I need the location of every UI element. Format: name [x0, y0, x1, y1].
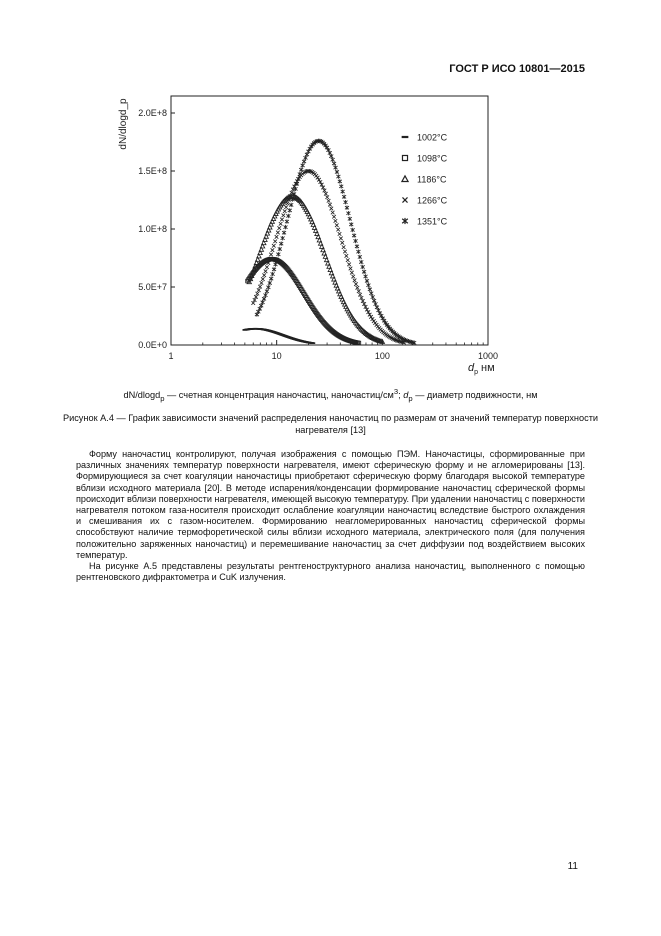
document-header: ГОСТ Р ИСО 10801—2015 — [449, 63, 585, 75]
legend-note-a-sup: 3 — [393, 387, 399, 396]
data-point — [331, 211, 335, 215]
page-number: 11 — [567, 861, 578, 872]
data-point — [279, 222, 283, 226]
data-point — [262, 273, 266, 277]
legend-label: 1266°C — [417, 195, 448, 206]
data-point — [342, 245, 346, 249]
y-tick-label: 5.0E+7 — [138, 282, 167, 292]
data-point — [286, 214, 290, 218]
data-point — [342, 195, 346, 199]
legend-note-a-sub: p — [160, 393, 165, 403]
data-point — [334, 219, 338, 223]
data-point — [332, 161, 336, 165]
data-point — [338, 232, 342, 236]
data-point — [338, 179, 342, 183]
data-point — [273, 262, 277, 266]
data-point — [271, 248, 275, 252]
data-point — [358, 293, 362, 297]
data-point — [282, 230, 286, 234]
data-point — [256, 292, 260, 296]
legend-note-a-main: dN/dlogd — [123, 390, 161, 401]
data-point — [335, 223, 339, 227]
legend-note-b-text: — диаметр подвижности, нм — [412, 390, 538, 401]
data-point — [285, 219, 289, 223]
figure-legend-note — [40, 387, 621, 403]
data-point — [301, 163, 305, 167]
data-point — [280, 218, 284, 222]
data-point — [266, 285, 270, 289]
data-point — [286, 202, 290, 206]
data-point — [298, 172, 302, 176]
data-point — [272, 267, 276, 271]
y-tick-label: 0.0E+0 — [138, 340, 167, 350]
data-point — [350, 271, 354, 275]
legend-note-sep: ; — [398, 390, 404, 401]
series-0 — [242, 329, 315, 343]
data-point — [296, 177, 300, 181]
data-point — [278, 247, 282, 251]
data-point — [336, 228, 340, 232]
data-point — [357, 289, 361, 293]
data-point — [281, 236, 285, 240]
data-point — [351, 275, 355, 279]
x-tick-label: 10 — [271, 351, 282, 361]
data-point — [279, 241, 283, 245]
data-point — [348, 217, 352, 221]
data-point — [270, 219, 274, 223]
data-point — [265, 265, 269, 269]
paragraph: Форму наночастиц контролируют, получая изображения с помощью ПЭМ. Наночастицы, сформированные при различных значениях температур поверхности нагревателя, имеют сферическую форму и не агломерированы [13]. Формирующиеся за счет коагуляции наночастицы приобретают сферическую форму благодаря высокой температуре вблизи исходного материала [20]. В методе испарения/конденсации формирование наночастиц сферической формы происходит вблизи поверхности нагревателя, имеющей высокую температуру. При удалении наночастиц с поверхности нагревателя потоком газа-носителя происходит ослабление коагуляции наночастиц вследствие быстрого охлаждения и смешивания их с газом-носителем. Формированию неагломерированных наночастиц сферической формы способствуют наличие термофоретической силы вблизи исходного материала, электрического поля (для получения положительно заряженных наночастиц) и перемешивание наночастиц за счет диффузии под воздействием высоких температур. — [76, 449, 585, 560]
y-axis-label — [118, 98, 129, 150]
paragraph: На рисунке А.5 представлены результаты рентгеноструктурного анализа наночастиц, выполненного с помощью рентгеновского дифрактометра и CuK излучения. — [76, 561, 585, 583]
data-point — [349, 267, 353, 271]
data-point — [366, 283, 370, 287]
series-4 — [255, 139, 416, 345]
data-point — [330, 207, 334, 211]
data-point — [325, 195, 329, 199]
data-point — [336, 174, 340, 178]
data-point — [260, 281, 264, 285]
x-axis-label-sub: p — [474, 369, 479, 376]
data-point — [284, 205, 288, 209]
data-point — [335, 170, 339, 174]
data-point — [268, 281, 272, 285]
legend-marker-1 — [402, 155, 407, 160]
data-point — [361, 265, 365, 269]
data-point — [341, 189, 345, 193]
data-point — [268, 225, 272, 229]
data-point — [339, 184, 343, 188]
data-point — [346, 211, 350, 215]
data-point — [369, 291, 373, 295]
data-point — [346, 258, 350, 262]
legend-label: 1002°C — [417, 132, 448, 143]
legend-label: 1351°C — [417, 216, 448, 227]
data-point — [271, 272, 275, 276]
data-point — [334, 165, 338, 169]
x-axis-ticks — [168, 340, 498, 361]
data-point — [343, 250, 347, 254]
data-point — [264, 269, 268, 273]
y-tick-label: 1.0E+8 — [138, 224, 167, 234]
data-point — [359, 260, 363, 264]
data-point — [282, 214, 286, 218]
legend-note-a-text: — счетная концентрация наночастиц, наночастиц/см — [164, 390, 394, 401]
data-point — [356, 250, 360, 254]
data-point — [356, 286, 360, 290]
data-point — [328, 203, 332, 207]
data-point — [288, 208, 292, 212]
series-2 — [247, 194, 385, 343]
series-layer — [242, 139, 416, 345]
data-point — [269, 222, 273, 226]
data-point — [258, 285, 262, 289]
data-point — [269, 253, 273, 257]
data-point — [368, 287, 372, 291]
data-point — [339, 237, 343, 241]
data-point — [349, 222, 353, 226]
data-point — [344, 200, 348, 204]
data-point — [277, 226, 281, 230]
x-axis-label-unit: нм — [481, 362, 495, 374]
data-point — [351, 228, 355, 232]
data-point — [327, 199, 331, 203]
data-point — [276, 231, 280, 235]
data-point — [332, 215, 336, 219]
legend-marker-4 — [402, 218, 408, 224]
legend-marker-3 — [402, 197, 407, 202]
figure-caption: Рисунок А.4 — График зависимости значений распределения наночастиц по размерам от значений температур поверхности нагревателя [13] — [62, 413, 599, 435]
data-point — [352, 233, 356, 237]
data-point — [353, 279, 357, 283]
data-point — [347, 263, 351, 267]
data-point — [265, 289, 269, 293]
body-text — [76, 449, 585, 583]
data-point — [289, 203, 293, 207]
data-point — [275, 235, 279, 239]
legend-label: 1186°C — [417, 174, 447, 185]
x-tick-label: 1000 — [477, 351, 499, 361]
y-tick-label: 2.0E+8 — [138, 108, 167, 118]
data-point — [345, 254, 349, 258]
y-axis-ticks — [138, 108, 175, 350]
y-tick-label: 1.5E+8 — [138, 166, 167, 176]
data-point — [276, 252, 280, 256]
data-point — [269, 276, 273, 280]
data-point — [355, 244, 359, 248]
data-point — [299, 168, 303, 172]
legend-label: 1098°C — [417, 153, 448, 164]
legend-marker-2 — [402, 176, 408, 182]
y-axis-label-main: dN/dlogd_p — [118, 98, 129, 150]
data-point — [331, 157, 335, 161]
data-point — [324, 192, 328, 196]
data-point — [272, 244, 276, 248]
data-point — [358, 255, 362, 259]
x-tick-label: 100 — [374, 351, 390, 361]
data-point — [257, 288, 261, 292]
legend-note-b-main: d — [403, 390, 409, 401]
data-point — [345, 206, 349, 210]
data-point — [340, 241, 344, 245]
data-point — [263, 293, 267, 297]
x-tick-label: 1 — [168, 351, 174, 361]
x-axis-label-main: d — [468, 362, 475, 374]
chart-legend — [402, 133, 448, 227]
x-axis-label — [468, 362, 495, 376]
data-point — [354, 239, 358, 243]
data-point — [271, 217, 275, 221]
data-point — [273, 240, 277, 244]
data-point — [365, 279, 369, 283]
data-point — [283, 225, 287, 229]
legend-note-b-sub: p — [408, 393, 413, 403]
data-point — [283, 209, 287, 213]
data-point — [364, 274, 368, 278]
size-distribution-chart — [0, 0, 661, 385]
data-point — [354, 282, 358, 286]
data-point — [362, 270, 366, 274]
data-point — [261, 277, 265, 281]
